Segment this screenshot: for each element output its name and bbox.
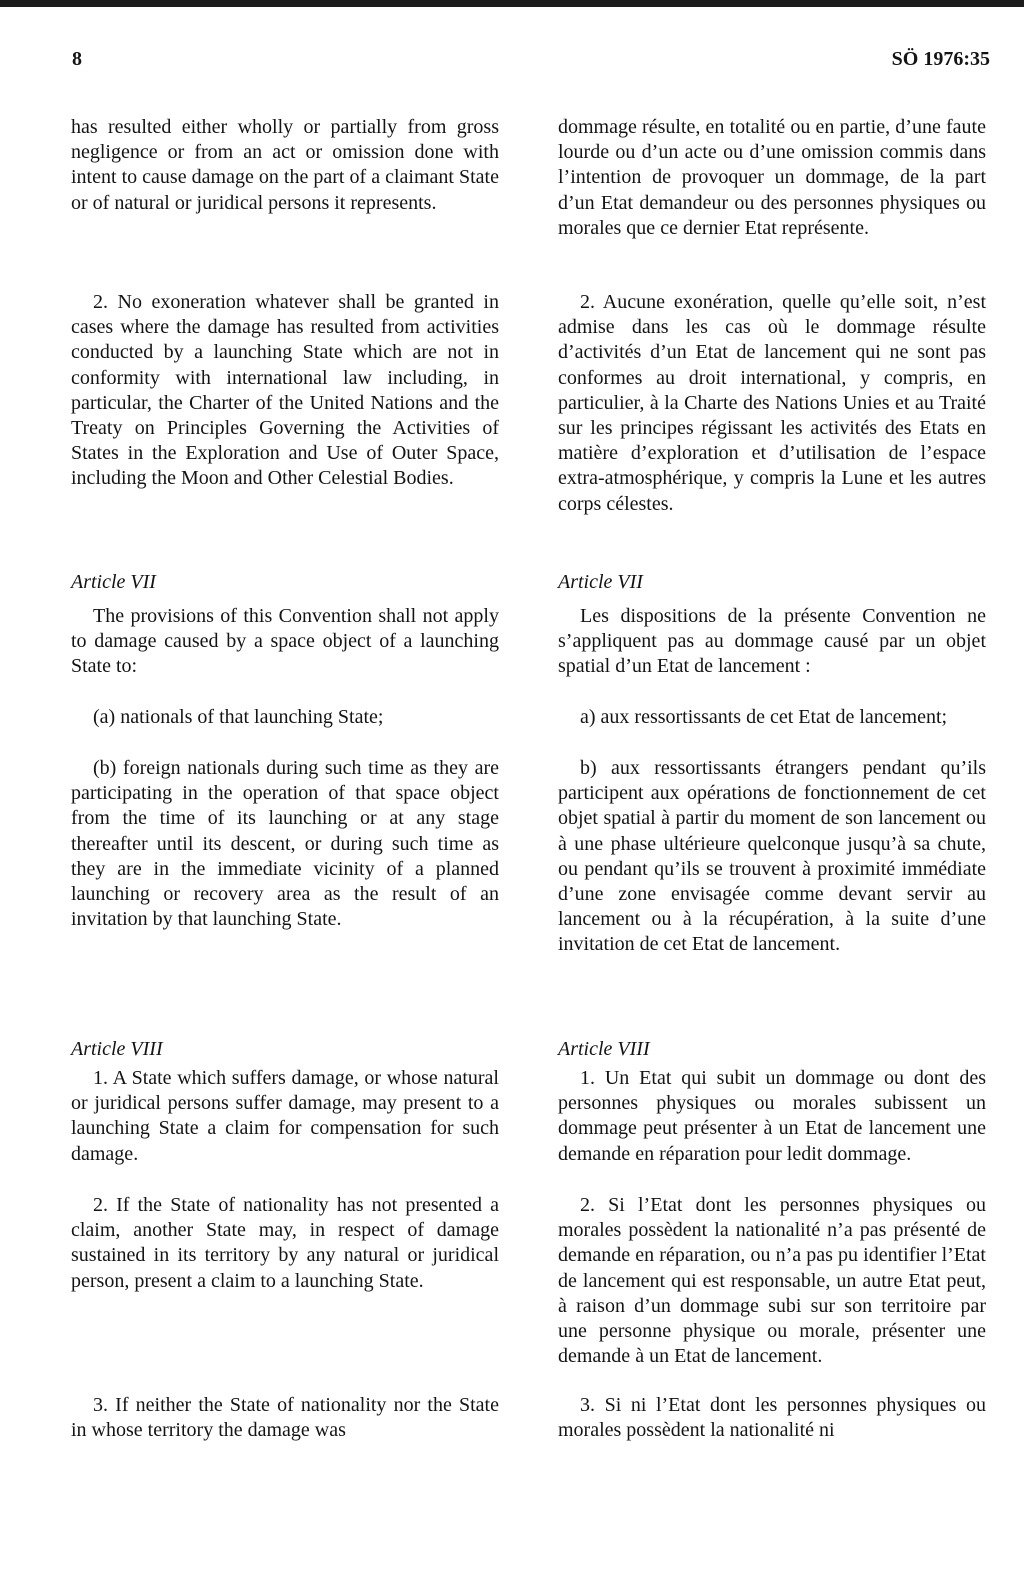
en-article-7-intro: The provisions of this Convention shall not apply to damage caused by a space object of a launching State to: <box>71 605 499 678</box>
document-id: SÖ 1976:35 <box>891 48 990 70</box>
page-top-border <box>0 0 1024 7</box>
en-article-7-item-a: (a) nationals of that launching State; <box>93 706 384 728</box>
fr-paragraph-2: 2. Aucune exonération, quelle qu’elle soit, n’est admise dans les cas où le dommage résulte d’activités d’un Etat de lancement qui ne sont pas conformes au droit international, y compris, en particulier, à la Charte des Nations Unies et au Traité sur les principes régissant les activités des Etats en matière d’exploration et d’utilisation de l’espace extra-atmosphérique, y compris la Lune et les autres corps célestes. <box>558 291 986 515</box>
page-number: 8 <box>72 48 82 70</box>
en-continuation-paragraph: has resulted either wholly or partially from gross negligence or from an act or omission done with intent to cause damage on the part of a claimant State or of natural or juridical persons it represents. <box>71 116 499 214</box>
fr-article-8-paragraph-2: 2. Si l’Etat dont les personnes physiques ou morales possèdent la nationalité n’a pas présenté de demande en réparation, ou n’a pas pu identifier l’Etat de lancement qui est responsable, un autre Etat peut, à raison d’un dommage subi sur son territoire par une personne physique ou morale, présenter une demande à un Etat de lancement. <box>558 1194 986 1368</box>
en-article-8-heading: Article VIII <box>71 1038 163 1060</box>
en-article-8-paragraph-1: 1. A State which suffers damage, or whose natural or juridical persons suffer damage, may present to a launching State a claim for compensation for such damage. <box>71 1067 499 1165</box>
fr-article-7-item-b: b) aux ressortissants étrangers pendant qu’ils participent aux opérations de fonctionnement de cet objet spatial à partir du moment de son lancement ou à une phase ultérieure quelconque jusqu’à sa chute, ou pendant qu’ils se trouvent à proximité immédiate d’une zone envisagée comme devant servir au lancement ou à la récupération, à la suite d’une invitation de cet Etat de lancement. <box>558 757 986 956</box>
fr-article-8-paragraph-1: 1. Un Etat qui subit un dommage ou dont des personnes physiques ou morales subissent un dommage peut présenter à un Etat de lancement une demande en réparation pour ledit dommage. <box>558 1067 986 1165</box>
fr-continuation-paragraph: dommage résulte, en totalité ou en partie, d’une faute lourde ou d’un acte ou d’une omission commis dans l’intention de provoquer un dommage, de la part d’un Etat demandeur ou des personnes physiques ou morales que ce dernier Etat représente. <box>558 116 986 239</box>
fr-article-7-intro: Les dispositions de la présente Convention ne s’appliquent pas au dommage causé par un objet spatial d’un Etat de lancement : <box>558 605 986 678</box>
en-article-8-paragraph-2: 2. If the State of nationality has not presented a claim, another State may, in respect of damage sustained in its territory by any natural or juridical person, present a claim to a launching State. <box>71 1194 499 1292</box>
fr-article-7-heading: Article VII <box>558 571 643 593</box>
fr-article-8-heading: Article VIII <box>558 1038 650 1060</box>
fr-article-7-item-a: a) aux ressortissants de cet Etat de lancement; <box>580 706 948 728</box>
en-article-8-paragraph-3: 3. If neither the State of nationality nor the State in whose territory the damage was <box>71 1394 499 1442</box>
en-paragraph-2: 2. No exoneration whatever shall be granted in cases where the damage has resulted from activities conducted by a launching State which are not in conformity with international law including, in particular, the Charter of the United Nations and the Treaty on Principles Governing the Activities of States in the Exploration and Use of Outer Space, including the Moon and Other Celestial Bodies. <box>71 291 499 490</box>
en-article-7-heading: Article VII <box>71 571 156 593</box>
en-article-7-item-b: (b) foreign nationals during such time as they are participating in the operation of that space object from the time of its launching or at any stage thereafter until its descent, or during such time as they are in the immediate vicinity of a planned launching or recovery area as the result of an invitation by that launching State. <box>71 757 499 931</box>
fr-article-8-paragraph-3: 3. Si ni l’Etat dont les personnes physiques ou morales possèdent la nationalité ni <box>558 1394 986 1442</box>
